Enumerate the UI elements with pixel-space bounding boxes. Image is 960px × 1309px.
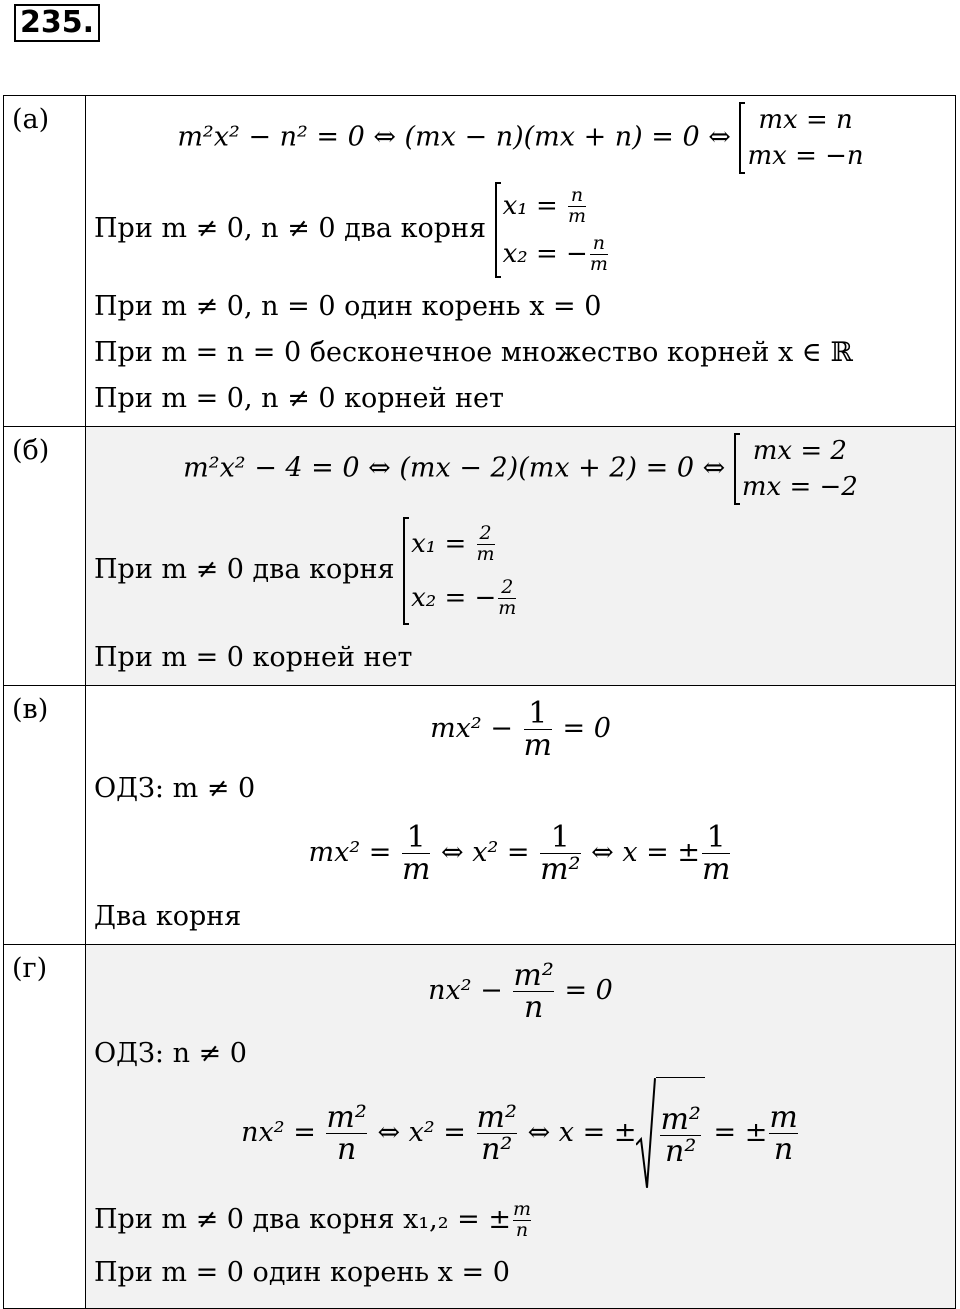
row-label-b: (б): [4, 427, 86, 686]
equation-c-2-frac3: $\frac{1}{m}$: [702, 819, 731, 887]
solution-table: [3, 95, 956, 1309]
roots-system-a: [495, 182, 610, 278]
row-body-d: [86, 945, 956, 1309]
row-label-a: (а): [4, 96, 86, 427]
equation-c-2-frac2: $\frac{1}{\text{m²}}$: [540, 819, 581, 887]
problem-number: 235.: [14, 4, 100, 42]
equation-c-2: mx² = $\frac{1}{m}$ ⇔ x² = $\frac{1}{\text{m²}}$ ⇔ x = ± $\frac{1}{m}$: [308, 819, 731, 887]
conclusion-c: Два корня: [94, 901, 242, 932]
equation-d-2-frac2: $\frac{\text{m²}}{\text{n²}}$: [476, 1099, 518, 1167]
row-b: [4, 427, 956, 686]
system-b-row2: mx = −2: [741, 472, 858, 502]
system-a-row2: mx = −n: [747, 141, 864, 171]
row-body-a: [86, 96, 956, 427]
equation-c-1: mx² − $\frac{1}{m}$ = 0: [430, 695, 611, 763]
row-d: [4, 945, 956, 1309]
case-infinite-a: При m = n = 0 бесконечное множество корней x ∈ ℝ: [94, 337, 853, 368]
case-two-roots-d: При m ≠ 0 два корня x₁,₂ = ± $\frac{m}{n}$: [94, 1198, 531, 1241]
root2-a-frac: $\frac{n}{m}$: [589, 232, 608, 275]
system-b-row1: mx = 2: [752, 436, 847, 466]
sqrt-radical: $\frac{\text{m²}}{\text{n²}}$: [636, 1077, 704, 1190]
case-two-roots-a-text: При m ≠ 0, n ≠ 0 два корня: [94, 213, 487, 244]
equation-c-1-frac: $\frac{1}{m}$: [523, 695, 552, 763]
odz-d: ОДЗ: n ≠ 0: [94, 1038, 247, 1069]
equation-c-2-frac1: $\frac{1}{m}$: [401, 819, 431, 887]
equation-b-left: m²x² − 4 = 0 ⇔ (mx − 2)(mx + 2) = 0 ⇔: [183, 452, 726, 484]
root2-b-left: x₂ = −: [411, 582, 497, 613]
root2-b-frac: $\frac{2}{m}$: [498, 576, 517, 619]
case-two-roots-a: [94, 174, 947, 284]
equation-a: [94, 102, 947, 174]
equation-d-1-frac: $\frac{\text{m²}}{n}$: [513, 957, 554, 1025]
system-a: [739, 102, 863, 174]
case-no-roots-b: При m = 0 корней нет: [94, 642, 413, 673]
case-two-roots-d-frac: $\frac{m}{n}$: [512, 1198, 531, 1241]
case-two-roots-b-text: При m ≠ 0 два корня: [94, 554, 395, 585]
roots-system-b: [403, 517, 518, 625]
case-one-root-d: При m = 0 один корень x = 0: [94, 1257, 510, 1288]
case-no-roots-a: При m = 0, n ≠ 0 корней нет: [94, 383, 504, 414]
row-a: [4, 96, 956, 427]
row-body-b: [86, 427, 956, 686]
equation-d-2-frac4: $\frac{m}{n}$: [769, 1099, 798, 1167]
row-c: [4, 686, 956, 945]
equation-a-left: m²x² − n² = 0 ⇔ (mx − n)(mx + n) = 0 ⇔: [177, 121, 731, 153]
equation-d-2-frac1: $\frac{\text{m²}}{n}$: [326, 1099, 367, 1167]
equation-d-1: nx² − $\frac{\text{m²}}{n}$ = 0: [428, 957, 613, 1025]
odz-c: ОДЗ: m ≠ 0: [94, 773, 256, 804]
case-one-root-a: При m ≠ 0, n = 0 один корень x = 0: [94, 291, 602, 322]
root1-a-frac: $\frac{n}{m}$: [568, 184, 587, 227]
row-label-d: (г): [4, 945, 86, 1309]
system-b: [734, 433, 858, 505]
system-a-row1: mx = n: [758, 105, 853, 135]
root2-a-left: x₂ = −: [502, 238, 588, 269]
row-label-c: (в): [4, 686, 86, 945]
equation-b: [94, 433, 947, 505]
root1-b-left: x₁ =: [411, 528, 475, 559]
equation-d-2: nx² = $\frac{\text{m²}}{n}$ ⇔ x² = $\frac{\text{m²}}{\text{n²}}$ ⇔ x = ± $\frac{\text{m²}}{\text{n²}}$ = ± $\frac{m}{n}$: [94, 1077, 947, 1190]
root1-a-left: x₁ =: [502, 190, 567, 221]
root1-b-frac: $\frac{2}{m}$: [476, 522, 495, 565]
case-two-roots-b: [94, 505, 947, 635]
row-body-c: [86, 686, 956, 945]
